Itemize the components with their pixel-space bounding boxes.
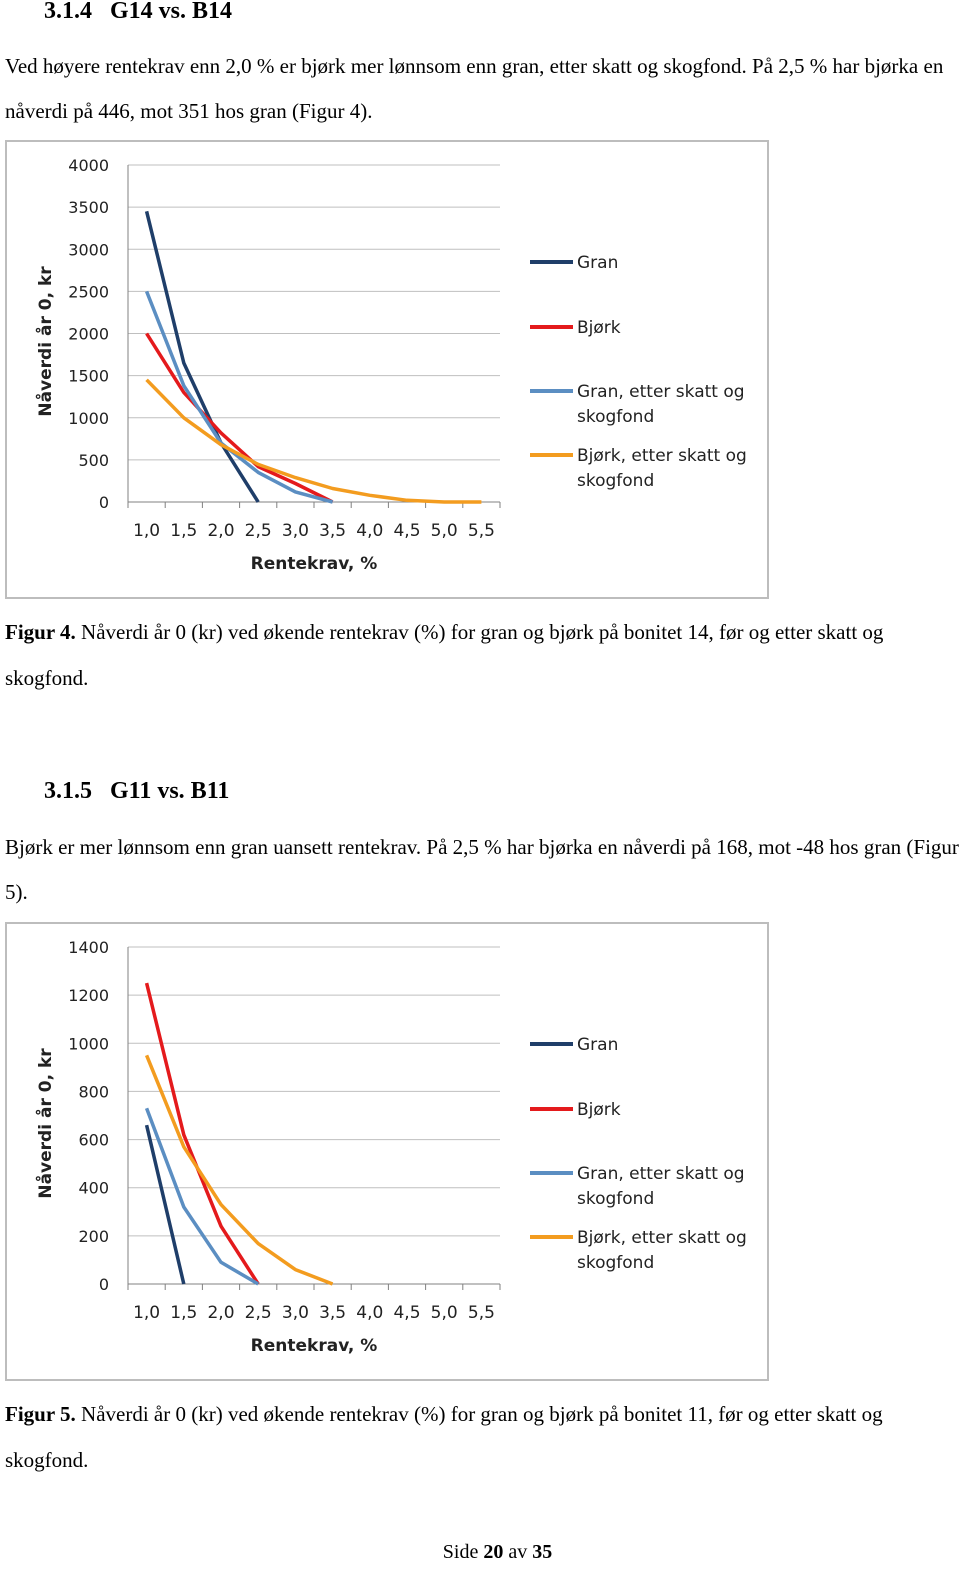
legend-label: skogfond (577, 1189, 655, 1209)
y-tick-label: 1000 (68, 1034, 109, 1054)
y-tick-label: 0 (98, 1275, 109, 1294)
y-tick-label: 1400 (68, 938, 109, 957)
y-tick-label: 3500 (68, 198, 109, 218)
series-line (147, 983, 259, 1284)
caption-text: Nåverdi år 0 (kr) ved økende rentekrav (%) for gran og bjørk på bonitet 11, før og etter skatt og skogfond. (5, 1402, 883, 1472)
x-tick-label: 4,5 (393, 1303, 421, 1323)
legend-label: Gran, etter skatt og (577, 382, 745, 402)
figure-4-chart (5, 140, 769, 599)
y-tick-label: 200 (78, 1226, 109, 1246)
x-tick-label: 3,5 (319, 521, 347, 541)
x-tick-label: 1,0 (133, 521, 161, 541)
figure-5-chart (5, 922, 769, 1381)
legend-label: Gran (577, 253, 619, 273)
x-tick-label: 1,5 (170, 1303, 198, 1323)
paragraph: Bjørk er mer lønnsom enn gran uansett rentekrav. På 2,5 % har bjørka en nåverdi på 168, mot -48 hos gran (Figur 5). (5, 835, 959, 904)
caption-text: Nåverdi år 0 (kr) ved økende rentekrav (%) for gran og bjørk på bonitet 14, før og etter skatt og skogfond. (5, 620, 884, 690)
y-tick-label: 1500 (68, 366, 109, 386)
y-tick-label: 1000 (68, 408, 109, 428)
legend-label: skogfond (577, 471, 655, 491)
section-number: 3.1.4 (44, 0, 92, 24)
legend-label: Bjørk (577, 318, 621, 338)
y-tick-label: 800 (78, 1082, 109, 1102)
series-line (147, 1125, 184, 1284)
legend-label: Bjørk, etter skatt og (577, 1228, 747, 1248)
x-tick-label: 2,5 (244, 521, 272, 541)
x-tick-label: 1,0 (133, 1303, 161, 1323)
caption-label: Figur 5. (5, 1402, 76, 1426)
x-tick-label: 5,5 (467, 1303, 495, 1323)
x-axis-title: Rentekrav, % (250, 1336, 378, 1356)
x-axis-title: Rentekrav, % (250, 554, 378, 574)
y-tick-label: 0 (98, 493, 109, 512)
x-tick-label: 4,0 (356, 521, 384, 541)
legend-label: Gran (577, 1035, 619, 1055)
section-heading-3-1-4 (44, 0, 232, 25)
footer-prefix: Side (442, 1541, 484, 1563)
y-tick-label: 2500 (68, 282, 109, 302)
figure-5-caption (5, 1391, 940, 1483)
page-footer (0, 1541, 960, 1564)
y-tick-label: 400 (78, 1178, 109, 1198)
x-tick-label: 3,0 (281, 1303, 309, 1323)
x-tick-label: 3,5 (319, 1303, 347, 1323)
y-tick-label: 1200 (68, 986, 109, 1006)
legend-label: Bjørk, etter skatt og (577, 446, 747, 466)
section-heading-3-1-5 (44, 778, 229, 805)
page-number: 20 (483, 1541, 504, 1563)
y-tick-label: 3000 (68, 240, 109, 260)
legend-label: skogfond (577, 407, 655, 427)
x-tick-label: 1,5 (170, 521, 198, 541)
x-tick-label: 4,5 (393, 521, 421, 541)
legend-label: Bjørk (577, 1100, 621, 1120)
legend-label: skogfond (577, 1253, 655, 1273)
x-tick-label: 5,0 (430, 521, 458, 541)
x-tick-label: 2,0 (207, 521, 235, 541)
paragraph: Ved høyere rentekrav enn 2,0 % er bjørk mer lønnsom enn gran, etter skatt og skogfond. På 2,5 % har bjørka en nåverdi på 446, mot 351 hos gran (Figur 4). (5, 54, 944, 123)
x-tick-label: 2,5 (244, 1303, 272, 1323)
x-tick-label: 5,0 (430, 1303, 458, 1323)
y-tick-label: 4000 (68, 156, 109, 175)
section-number: 3.1.5 (44, 778, 92, 804)
y-tick-label: 2000 (68, 324, 109, 344)
y-axis-title: Nåverdi år 0, kr (36, 1048, 56, 1199)
y-axis-title: Nåverdi år 0, kr (36, 266, 56, 417)
y-tick-label: 500 (78, 450, 109, 470)
footer-middle: av (503, 1541, 533, 1563)
x-tick-label: 4,0 (356, 1303, 384, 1323)
x-tick-label: 5,5 (467, 521, 495, 541)
chart-svg (7, 142, 771, 601)
caption-label: Figur 4. (5, 620, 76, 644)
page-total: 35 (532, 1541, 553, 1563)
figure-4-caption (5, 609, 940, 701)
section-title: G11 vs. B11 (110, 778, 230, 804)
legend-label: Gran, etter skatt og (577, 1164, 745, 1184)
x-tick-label: 2,0 (207, 1303, 235, 1323)
x-tick-label: 3,0 (281, 521, 309, 541)
section-title: G14 vs. B14 (110, 0, 233, 24)
series-line (147, 380, 482, 502)
y-tick-label: 600 (78, 1130, 109, 1150)
chart-svg (7, 924, 771, 1383)
